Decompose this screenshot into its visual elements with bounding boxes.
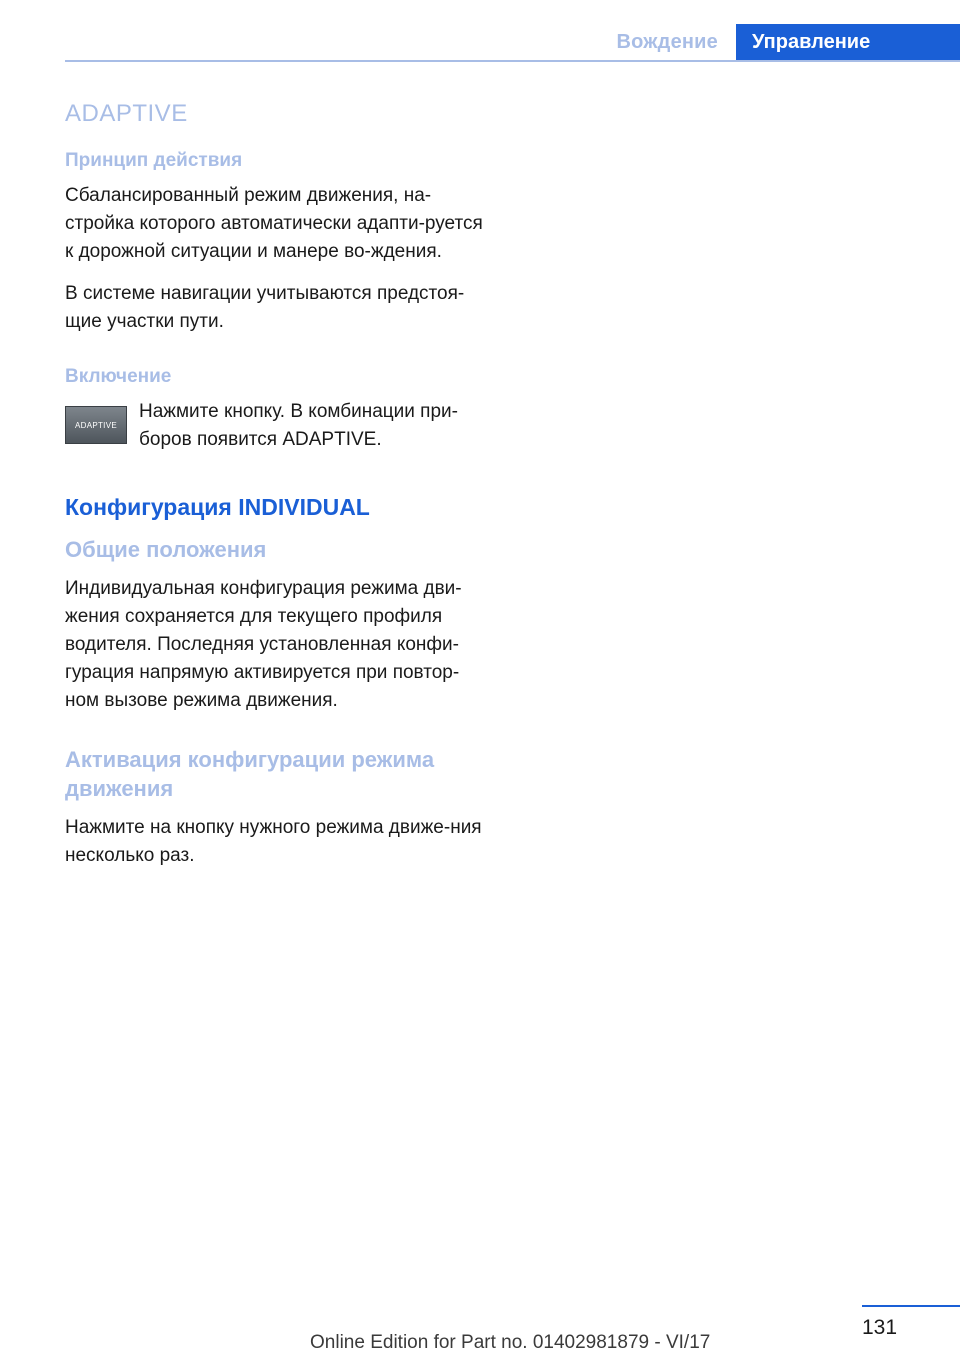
main-content [65,100,485,884]
tab-driving: Вождение [616,31,718,53]
section-title: ADAPTIVE [65,100,188,127]
enable-heading: Включение [65,366,172,387]
general-paragraph: Индивидуальная конфигурация режима дви-жения сохраняется для текущего профиля водителя. Последняя установленная конфи-гурация напрямую активируется при повтор-ном вызове режима движения. [65,577,462,711]
enable-row [65,398,485,454]
tab-control: Управление [736,24,960,61]
header-rule [65,60,960,62]
footer-rule [862,1305,960,1307]
activation-paragraph: Нажмите на кнопку нужного режима движе-ния несколько раз. [65,817,482,867]
adaptive-button-icon: ADAPTIVE [65,406,127,444]
general-heading: Общие положения [65,537,267,562]
principle-paragraph-1: Сбалансированный режим движения, на-стройка которого автоматически адапти-руется к дорожной ситуации и манере во-ждения. [65,185,483,262]
footer-edition: Online Edition for Part no. 01402981879 - VI/17 [310,1332,711,1353]
activation-heading: Активация конфигурации режима движения [65,746,435,802]
principle-paragraph-2: В системе навигации учитываются предстоя-щие участки пути. [65,283,465,332]
header-tabs [617,24,960,61]
page-number: 131 [862,1316,898,1339]
enable-text: Нажмите кнопку. В комбинации при-боров появится ADAPTIVE. [139,401,458,450]
principle-heading: Принцип действия [65,150,243,171]
individual-heading: Конфигурация INDIVIDUAL [65,494,370,520]
